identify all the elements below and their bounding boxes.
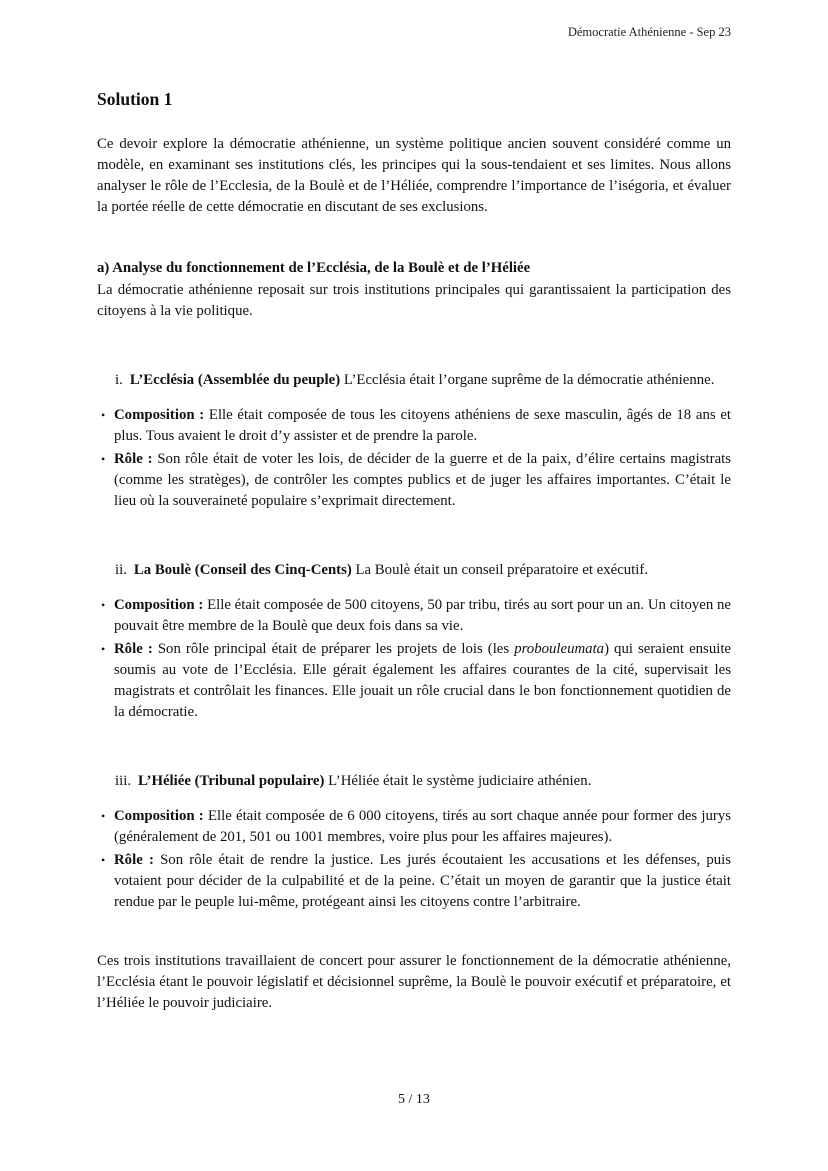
institution-item-boule (115, 560, 731, 581)
item-desc: L’Héliée était le système judiciaire athénien. (328, 773, 592, 789)
bullet-text (114, 806, 731, 848)
bullet-text (114, 639, 731, 723)
bullet-icon: • (101, 408, 106, 422)
bullet-body-text-after: ) qui seraient ensuite soumis au vote de l’Ecclésia. Elle gérait également les affaires courantes de la cité, supervisait les magistrats et contrôlait les finances. Elle jouait un rôle crucial dans le bon fonctionnement quotidien de la démocratie. (114, 641, 732, 720)
list-item (101, 806, 731, 848)
document-content (97, 88, 731, 1014)
section-a-heading: a) Analyse du fonctionnement de l’Ecclésia, de la Boulè et de l’Héliée (97, 260, 531, 276)
bullet-body-text: Elle était composée de 6 000 citoyens, tirés au sort chaque année pour former des jurys (généralement de 201, 501 ou 1001 membres, voire plus pour les affaires majeures). (114, 808, 731, 845)
ecclesia-bullet-list (97, 405, 731, 512)
page-header (568, 25, 731, 40)
bullet-icon: • (101, 853, 106, 867)
bullet-body-text-before: Son rôle principal était de préparer les projets de lois (les (157, 641, 515, 657)
bullet-italic-term: probouleumata (514, 641, 605, 657)
bullet-text (114, 595, 731, 637)
boule-bullet-list (97, 595, 731, 723)
solution-title: Solution 1 (97, 89, 173, 109)
bullet-text (114, 850, 731, 913)
item-text (138, 771, 591, 792)
bullet-body-text: Elle était composée de 500 citoyens, 50 par tribu, tirés au sort pour un an. Un citoyen ne pouvait être membre de la Boulè que deux fois dans sa vie. (114, 597, 732, 634)
bullet-label: Rôle : (114, 451, 153, 467)
page-number: 5 / 13 (398, 1092, 430, 1107)
item-name: L’Héliée (Tribunal populaire) (138, 773, 325, 789)
bullet-icon: • (101, 452, 106, 466)
bullet-label: Composition : (114, 808, 204, 824)
section-a-lead: La démocratie athénienne reposait sur trois institutions principales qui garantissaient la participation des citoyens à la vie politique. (97, 282, 731, 319)
bullet-icon: • (101, 598, 106, 612)
bullet-text (114, 405, 731, 447)
item-number: ii. (115, 562, 127, 578)
item-number: iii. (115, 773, 132, 789)
list-item (101, 850, 731, 913)
bullet-body-text: Elle était composée de tous les citoyens athéniens de sexe masculin, âgés de 18 ans et plus. Tous avaient le droit d’y assister et de prendre la parole. (114, 407, 731, 444)
header-title: Démocratie Athénienne - Sep 23 (567, 25, 731, 39)
bullet-body-text: Son rôle était de rendre la justice. Les jurés écoutaient les accusations et les défenses, puis votaient pour décider de la culpabilité et de la peine. C’était un moyen de garantir que la justice était rendue par le peuple lui-même, protégeant ainsi les citoyens contre l’arbitraire. (114, 852, 731, 910)
item-name: La Boulè (Conseil des Cinq-Cents) (133, 562, 352, 578)
list-item (101, 405, 731, 447)
item-number: i. (115, 372, 123, 388)
item-desc: L’Ecclésia était l’organe suprême de la démocratie athénienne. (343, 372, 715, 388)
heliee-bullet-list (97, 806, 731, 913)
item-name: L’Ecclésia (Assemblée du peuple) (129, 372, 341, 388)
intro-paragraph: Ce devoir explore la démocratie athénienne, un système politique ancien souvent considéré comme un modèle, en examinant ses institutions clés, les principes qui la sous-tendaient et ses limites. Nous allons analyser le rôle de l’Ecclesia, de la Boulè et de l’Héliée, comprendre l’importance de l’iségoria, et évaluer la portée réelle de cette démocratie en discutant de ses exclusions. (97, 136, 731, 215)
item-desc: La Boulè était un conseil préparatoire et exécutif. (355, 562, 649, 578)
list-item (101, 595, 731, 637)
institution-item-heliee (115, 771, 731, 792)
bullet-icon: • (101, 642, 106, 656)
item-text (130, 370, 715, 391)
list-item (101, 639, 731, 723)
institution-item-ecclesia (115, 370, 731, 391)
bullet-body-text: Son rôle était de voter les lois, de décider de la guerre et de la paix, d’élire certains magistrats (comme les stratèges), de contrôler les comptes publics et de juger les affaires importantes. C’était le lieu où la souveraineté populaire s’exprimait directement. (114, 451, 732, 509)
bullet-icon: • (101, 809, 106, 823)
bullet-text (114, 449, 731, 512)
item-text (134, 560, 648, 581)
bullet-label: Rôle : (114, 852, 154, 868)
bullet-label: Composition : (114, 597, 204, 613)
list-item (101, 449, 731, 512)
bullet-label: Composition : (114, 407, 205, 423)
conclusion-paragraph: Ces trois institutions travaillaient de concert pour assurer le fonctionnement de la démocratie athénienne, l’Ecclésia étant le pouvoir législatif et décisionnel suprême, la Boulè le pouvoir exécutif et préparatoire, et l’Héliée le pouvoir judiciaire. (97, 953, 731, 1011)
page-footer (0, 1092, 828, 1108)
bullet-label: Rôle : (114, 641, 153, 657)
